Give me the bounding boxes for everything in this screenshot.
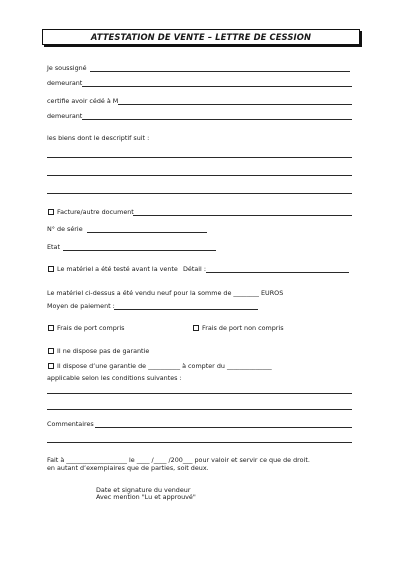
field-commentaires-1[interactable] [95, 427, 352, 428]
field-paiement[interactable] [114, 309, 258, 310]
field-detail[interactable] [206, 272, 349, 273]
field-demeurant-1[interactable] [82, 86, 352, 87]
field-commentaires-2[interactable] [47, 442, 352, 443]
label-signature: Date et signature du vendeur [96, 486, 191, 494]
checkbox-port-non-compris[interactable] [193, 325, 199, 331]
label-commentaires: Commentaires [47, 420, 94, 428]
checkbox-garantie[interactable] [48, 363, 54, 369]
label-mention: Avec mention "Lu et approuvé" [96, 493, 196, 501]
label-serie: N° de série [47, 225, 83, 233]
field-serie[interactable] [87, 232, 207, 233]
field-conditions-1[interactable] [47, 393, 352, 394]
document-title: ATTESTATION DE VENTE – LETTRE DE CESSION [42, 29, 360, 45]
label-detail: Détail : [183, 265, 207, 273]
label-exemplaires: en autant d’exemplaires que de parties, soit deux. [47, 464, 209, 472]
label-soussigne: Je soussigné [47, 64, 87, 72]
field-descriptif-1[interactable] [47, 157, 352, 158]
label-paiement: Moyen de paiement : [47, 302, 115, 310]
label-pas-garantie: Il ne dispose pas de garantie [57, 347, 150, 355]
label-port-non-compris: Frais de port non compris [202, 324, 284, 332]
checkbox-pas-garantie[interactable] [48, 348, 54, 354]
checkbox-teste[interactable] [48, 266, 54, 272]
label-port-compris: Frais de port compris [57, 324, 125, 332]
label-teste: Le matériel a été testé avant la vente [57, 265, 178, 273]
label-fait-a: Fait à ___________________ le ____ /____ /200___ pour valoir et servir ce que de droit. [47, 456, 310, 464]
checkbox-port-compris[interactable] [48, 325, 54, 331]
label-demeurant-2: demeurant [47, 112, 83, 120]
label-facture: Facture/autre document [57, 208, 134, 216]
label-certifie: certifie avoir cédé à M [47, 97, 119, 105]
field-demeurant-2[interactable] [82, 119, 352, 120]
label-biens: les biens dont le descriptif suit : [47, 134, 150, 142]
field-facture[interactable] [133, 215, 352, 216]
label-garantie-2: applicable selon les conditions suivantes : [47, 374, 182, 382]
field-descriptif-2[interactable] [47, 175, 352, 176]
field-soussigne[interactable] [90, 71, 350, 72]
checkbox-facture[interactable] [48, 209, 54, 215]
field-conditions-2[interactable] [47, 409, 352, 410]
label-etat: Etat [47, 243, 60, 251]
label-vendu-neuf: Le matériel ci-dessus a été vendu neuf pour la somme de ________ EUROS [47, 289, 284, 297]
field-etat[interactable] [63, 250, 216, 251]
field-cessionnaire[interactable] [118, 104, 352, 105]
label-garantie-1: Il dispose d’une garantie de __________ à compter du ______________ [57, 362, 272, 370]
field-descriptif-3[interactable] [47, 193, 352, 194]
label-demeurant-1: demeurant [47, 79, 83, 87]
